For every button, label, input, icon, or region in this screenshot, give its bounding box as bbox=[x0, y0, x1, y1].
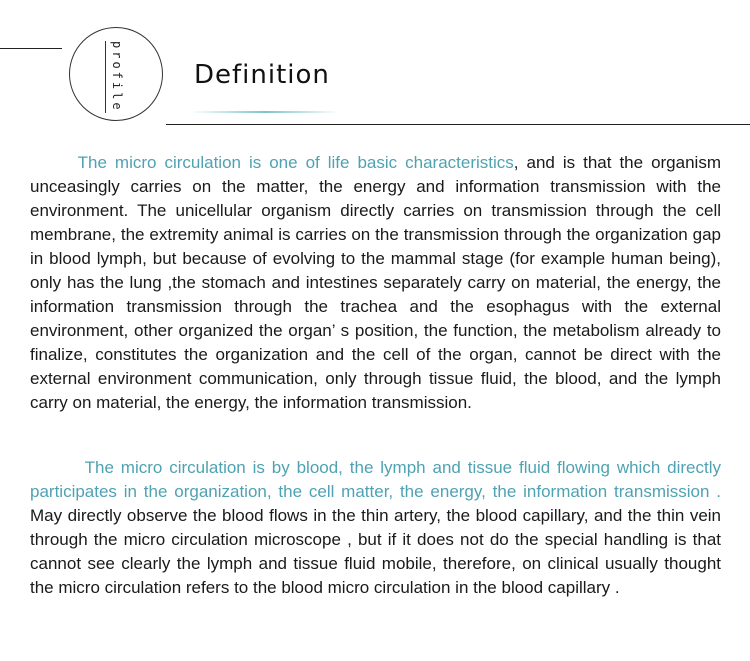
header-rule-right bbox=[166, 124, 750, 125]
paragraph-2-body: May directly observe the blood flows in the thin artery, the blood capillary, and the thin vein through the micro circulation microscope , but if it does not do the special handling is that cannot see clearly the lymph and tissue fluid mobile, therefore, on clinical usually thought the micro circulation refers to the blood micro circulation in the blood capillary . bbox=[30, 506, 721, 597]
header-rule-left bbox=[0, 48, 62, 49]
paragraph-1-indent bbox=[30, 153, 78, 172]
section-title: Definition bbox=[194, 60, 330, 90]
paragraph-2 bbox=[30, 456, 721, 600]
paragraph-2-highlight: The micro circulation is by blood, the lymph and tissue fluid flowing which directly participates in the organization, the cell matter, the energy, the information transmission . bbox=[30, 458, 722, 501]
title-underline bbox=[190, 111, 340, 113]
paragraph-1 bbox=[30, 151, 721, 415]
profile-side-label: profile bbox=[110, 41, 124, 113]
profile-badge-divider bbox=[105, 41, 106, 113]
paragraph-1-body: , and is that the organism unceasingly carries on the matter, the energy and information transmission with the environment. The unicellular organism directly carries on transmission through the cell membrane, the extremity animal is carries on the transmission through the organization gap in blood lymph, but because of evolving to the mammal stage (for example human being), only has the lung ,the stomach and intestines separately carry on material, the energy, the information transmission through the trachea and the esophagus with the external environment, other organized the organ’ s position, the function, the metabolism already to finalize, constitutes the organization and the cell of the organ, cannot be direct with the external environment communication, only through tissue fluid, the blood, and the lymph carry on material, the energy, the information transmission. bbox=[30, 153, 721, 412]
paragraph-1-highlight: The micro circulation is one of life basic characteristics bbox=[77, 153, 514, 172]
paragraph-2-indent bbox=[30, 458, 85, 477]
